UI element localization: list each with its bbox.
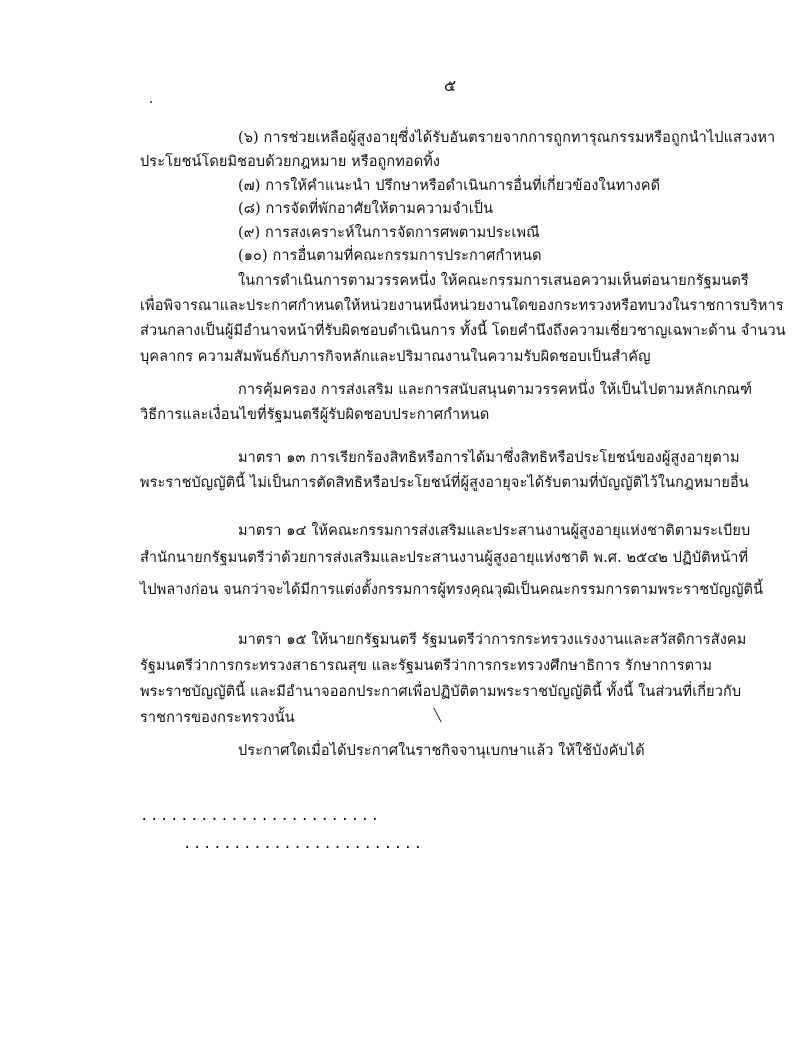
section-14-line-3: ไปพลางก่อน จนกว่าจะได้มีการแต่งตั้งกรรมการผู้ทรงคุณวุฒิเป็นคณะกรรมการตามพระราชบัญญัตินี้ [140, 582, 764, 598]
protection-line-2: วิธีการและเงื่อนไขที่รัฐมนตรีผู้รับผิดชอบประกาศกำหนด [140, 407, 490, 423]
implementation-line-2: เพื่อพิจารณาและประกาศกำหนดให้หน่วยงานหนึ่งหน่วยงานใดของกระทรวงหรือทบวงในราชการบริหาร [140, 298, 784, 314]
section-15-line-4: ราชการของกระทรวงนั้น [140, 710, 295, 726]
section-15-line-3: พระราชบัญญัตินี้ และมีอำนาจออกประกาศเพื่อปฏิบัติตามพระราชบัญญัตินี้ ทั้งนี้ ในส่วนที่เกี่ยวกับ [140, 684, 742, 700]
section-14-line-2: สำนักนายกรัฐมนตรีว่าด้วยการส่งเสริมและประสานงานผู้สูงอายุแห่งชาติ พ.ศ. ๒๕๔๒ ปฏิบัติหน้าที่ [140, 550, 749, 566]
implementation-line-1: ในการดำเนินการตามวรรคหนึ่ง ให้คณะกรรมการเสนอความเห็นต่อนายกรัฐมนตรี [238, 273, 749, 289]
implementation-line-3: ส่วนกลางเป็นผู้มีอำนาจหน้าที่รับผิดชอบดำเนินการ ทั้งนี้ โดยคำนึงถึงความเชี่ยวชาญเฉพาะด้าน จำนวน [140, 323, 786, 339]
protection-line-1: การคุ้มครอง การส่งเสริม และการสนับสนุนตามวรรคหนึ่ง ให้เป็นไปตามหลักเกณฑ์ [238, 382, 753, 398]
page-number: ๕ [444, 76, 457, 95]
section-15-line-2: รัฐมนตรีว่าการกระทรวงสาธารณสุข และรัฐมนตรีว่าการกระทรวงศึกษาธิการ รักษาการตาม [140, 658, 713, 674]
implementation-line-4: บุคลากร ความสัมพันธ์กับภารกิจหลักและปริมาณงานในความรับผิดชอบเป็นสำคัญ [140, 349, 651, 365]
section-14-line-1: มาตรา ๑๔ ให้คณะกรรมการส่งเสริมและประสานงานผู้สูงอายุแห่งชาติตามระเบียบ [238, 523, 751, 539]
scan-speck [150, 101, 152, 103]
item-8: (๘) การจัดที่พักอาศัยให้ตามความจำเป็น [238, 201, 494, 217]
enforcement-line: ประกาศใดเมื่อได้ประกาศในราชกิจจานุเบกษาแล้ว ให้ใช้บังคับได้ [238, 743, 645, 759]
pen-stroke-mark [433, 708, 441, 723]
item-9: (๙) การสงเคราะห์ในการจัดการศพตามประเพณี [238, 225, 540, 241]
item-7: (๗) การให้คำแนะนำ ปรึกษาหรือดำเนินการอื่นที่เกี่ยวข้องในทางคดี [238, 178, 661, 194]
signature-dots-2: ........................ [183, 836, 424, 852]
section-13-line-1: มาตรา ๑๓ การเรียกร้องสิทธิหรือการได้มาซึ่งสิทธิหรือประโยชน์ของผู้สูงอายุตาม [238, 450, 740, 466]
item-6-line-1: (๖) การช่วยเหลือผู้สูงอายุซึ่งได้รับอันตรายจากการถูกทารุณกรรมหรือถูกนำไปแสวงหา [238, 130, 776, 146]
item-6-line-2: ประโยชน์โดยมิชอบด้วยกฎหมาย หรือถูกทอดทิ้ง [140, 154, 441, 170]
item-10: (๑๐) การอื่นตามที่คณะกรรมการประกาศกำหนด [238, 248, 542, 264]
section-13-line-2: พระราชบัญญัตินี้ ไม่เป็นการตัดสิทธิหรือประโยชน์ที่ผู้สูงอายุจะได้รับตามที่บัญญัติไว้ในกฎหมายอื่น [140, 475, 749, 491]
section-15-line-1: มาตรา ๑๕ ให้นายกรัฐมนตรี รัฐมนตรีว่าการกระทรวงแรงงานและสวัสดิการสังคม [238, 632, 747, 648]
signature-dots-1: ........................ [140, 808, 381, 824]
